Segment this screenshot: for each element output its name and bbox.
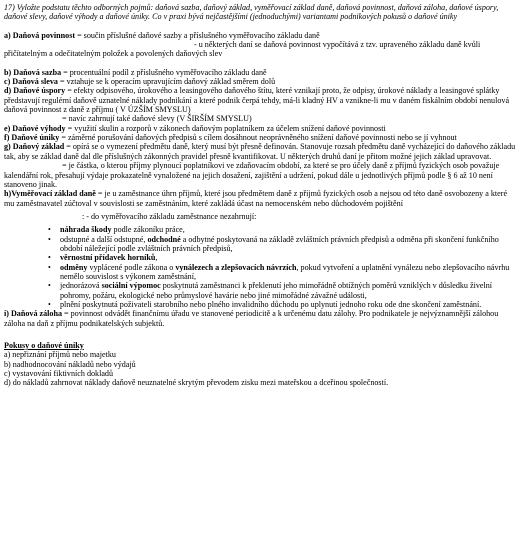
- def-sleva: c) Daňová sleva = vztahuje se k operacím upravujícím daňový základ směrem dolů: [4, 77, 276, 87]
- def-uspory-extended: = navíc zahrnují také daňové slevy (V ŠIRŠÍM SMYSLU): [62, 114, 252, 124]
- list-item: • odstupné a další odstupné, odchodné a odbytné poskytovaná na základě zvláštních právních předpisů a odměna při skončení funkčního období náležející podle zvláštních právních předpisů,: [60, 235, 519, 254]
- list-item: • náhrada škody podle zákoníku práce,: [60, 225, 519, 234]
- def-povinnost-detail: - u některých daní se daňová povinnost vypočítává z tzv. upraveného základu daně kvůli přičítatelným a odečitatelným položek a povolených daňových slev: [4, 40, 481, 59]
- def-vymerovaci: h)Vyměřovací základ daně = je u zaměstnance úhrn příjmů, které jsou předmětem daně z příjmů fyzických osob a nejsou od této daně osvobozeny a které mu zaměstnavatel zúčtoval v souvislosti se zaměstnáním, které zakládá účast na nemocenském nebo důchodovém pojištění: [4, 189, 508, 208]
- list-item: d) do nákladů zahrnovat náklady daňově neuznatelné skrytým převodem zisku mezi mateřskou a dceřinou společností.: [4, 378, 389, 388]
- list-item: • odměny vyplácené podle zákona o vynálezech a zlepšovacích návrzích, pokud vytvoření a uplatnění vynálezu nebo zlepšovacího návrhu nemělo souvislost s výkonem zaměstnání,: [60, 263, 519, 282]
- def-uspory: d) Daňové úspory = efekty odpisového, úrokového a leasingového daňového štítu, které vznikají proto, že odpisy, úrokové náklady a leasingové splátky představují regulérní daňově uznatelné náklady podnikání a které podnik čerpá tehdy, má-li kladný HV a vznikne-li mu v daném fiskálním období nenulová daňová povinnost z daně z příjmu ( V ÚZŠÍM SMYSLU): [4, 86, 510, 115]
- vymerovaci-intro: : - do vyměřovacího základu zaměstnance nezahrnují:: [82, 211, 257, 221]
- question-number: 17): [4, 3, 17, 12]
- def-zaklad-detail: = je částka, o kterou příjmy plynoucí poplatníkovi ve zdaňovacím období, za které se pro účely daně z příjmů fyzických osob považuje kalendářní rok, přesahují výdaje prokazatelně vynaložené na jejich dosažení, zajištění a udržení, pokud dále u jednotlivých příjmů podle § 6 až 10 není stanoveno jinak.: [4, 161, 500, 189]
- list-item: c) vystavování fiktivních dokladů: [4, 369, 114, 379]
- term-zaloha: i) Daňová záloha: [4, 309, 63, 319]
- term-povinnost: a) Daňová povinnost: [4, 30, 76, 40]
- list-item: • věrnostní přídavek horníků,: [60, 253, 519, 262]
- list-item: • plnění poskytnutá poživateli starobního nebo plného invalidního důchodu po uplynutí jednoho roku ode dne skončení zaměstnání.: [60, 300, 519, 309]
- term-vyhody: e) Daňové výhody: [4, 123, 66, 133]
- excluded-items-list: [4, 225, 519, 309]
- term-zaklad: g) Daňový základ: [4, 142, 65, 152]
- section-heading-pokusy: Pokusy o daňové úniky: [4, 341, 84, 350]
- def-sazba: b) Daňová sazba = procentuální podíl z příslušného vyměřovacího základu daně: [4, 67, 267, 77]
- def-uniky: f) Daňové úniky = záměrné porušování daňových předpisů s cílem dosáhnout neoprávněného snížení daňové povinnosti nebo se jí vyhnout: [4, 133, 457, 143]
- def-vyhody: e) Daňové výhody = využití skulin a rozporů v zákonech daňovým poplatníkem za účelem snížení daňové povinnosti: [4, 123, 386, 133]
- def-povinnost: a) Daňová povinnost = součin příslušné daňové sazby a příslušného vyměřovacího základu daně: [4, 30, 320, 40]
- def-zaklad: g) Daňový základ = opírá se o vymezení předmětu daně, který musí být přesně definován. Stanovuje rozsah předmětu daně vycházející do daňového základu tak, aby se základ daně dal dle příslušných zákonných pravidel přesně kvantifikovat. U některých druhů daní je přitom možné jejich základ upravovat.: [4, 142, 516, 161]
- term-uspory: d) Daňové úspory: [4, 86, 66, 96]
- question-body: Vyložte podstatu těchto odborných pojmů: daňová sazba, daňový základ, vyměřovací základ daně, daňová povinnost, daňová záloha, daňové úspory, daňové slevy, daňové výhody a daňové úniky. Co v praxi bývá nejčastějšími (jednoduchými) variantami podnikových pokusů o daňové úniky: [4, 3, 499, 22]
- list-item: b) nadhodnocování nákladů nebo výdajů: [4, 359, 136, 369]
- term-sazba: b) Daňová sazba: [4, 67, 62, 77]
- list-item: a) nepřiznání příjmů nebo majetku: [4, 350, 116, 360]
- term-sleva: c) Daňová sleva: [4, 77, 58, 87]
- question-text: [4, 3, 519, 22]
- term-uniky: f) Daňové úniky: [4, 133, 60, 143]
- list-item: • jednorázová sociální výpomoc poskytnutá zaměstnanci k překlenutí jeho mimořádně obtížných poměrů vzniklých v důsledku živelní pohromy, požáru, ekologické nebo průmyslové havárie nebo jiné mimořádné závažné události,: [60, 281, 519, 300]
- term-vymerovaci: h)Vyměřovací základ daně: [4, 189, 96, 199]
- def-zaloha: i) Daňová záloha = povinnost odvádět finančnímu úřadu ve stanovené periodicitě a k určenému datu zálohy. Pro podnikatele je nejvýznamnější zálohou záloha na daň z příjmu podnikatelských subjektů.: [4, 309, 499, 328]
